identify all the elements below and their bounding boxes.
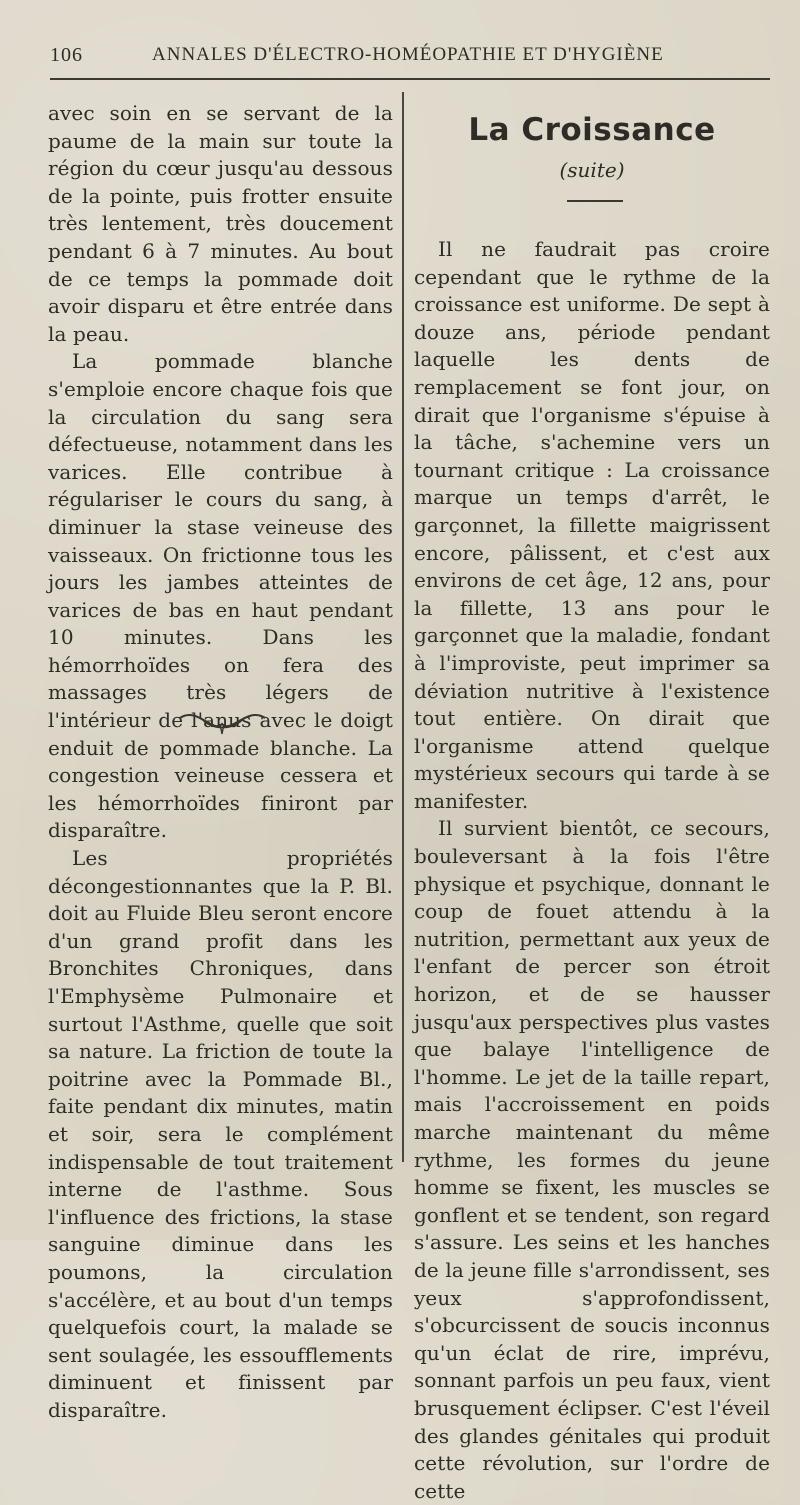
left-paragraph-1: avec soin en se servant de la paume de la main sur toute la région du cœur jusqu'au dessous de la pointe, puis frotter ensuite très lentement, très doucement pendant 6 à 7 minutes. Au bout de ce temps la pommade doit avoir disparu et être entrée dans la peau.: [48, 101, 393, 346]
article-title: La Croissance: [468, 112, 716, 148]
right-paragraph-1: Il ne faudrait pas croire cependant que le rythme de la croissance est uniforme. De sept à douze ans, période pendant laquelle les dents de remplacement se font jour, on dirait que l'organisme s'épuise à la tâche, s'achemine vers un tournant critique : La croissance marque un temps d'arrêt, le garçonnet, la fillette maigrissent encore, pâlissent, et c'est aux environs de cet âge, 12 ans, pour la fillette, 13 ans pour le garçonnet que la maladie, fondant à l'improviste, peut imprimer sa déviation nutritive à l'existence tout entière. On dirait que l'organisme attend quelque mystérieux secours qui tarde à se manifester.: [414, 237, 770, 813]
left-column: [48, 100, 393, 1425]
title-rule: [567, 200, 623, 202]
header-rule: [50, 78, 770, 80]
column-divider: [402, 92, 404, 1162]
right-column: [414, 236, 770, 1505]
left-paragraph-3: Les propriétés décongestionnantes que la P. Bl. doit au Fluide Bleu seront encore d'un grand profit dans les Bronchites Chroniques, dans l'Emphysème Pulmonaire et surtout l'Asthme, quelle que soit sa nature. La friction de toute la poitrine avec la Pommade Bl., faite pendant dix minutes, matin et soir, sera le complément indispensable de tout traitement interne de l'asthme. Sous l'influence des frictions, la stase sanguine diminue dans les poumons, la circulation s'accélère, et au bout d'un temps quelquefois court, la malade se sent soulagée, les essoufflements diminuent et finissent par disparaître.: [48, 846, 393, 1422]
left-paragraph-2: La pommade blanche s'emploie encore chaque fois que la circulation du sang sera défectueuse, notamment dans les varices. Elle contribue à régulariser le cours du sang, à diminuer la stase veineuse des vaisseaux. On frictionne tous les jours les jambes atteintes de varices de bas en haut pendant 10 minutes. Dans les hémorrhoïdes on fera des massages très légers de l'intérieur de l'anus avec le doigt enduit de pommade blanche. La congestion veineuse cessera et les hémorrhoïdes finiront par disparaître.: [48, 349, 393, 843]
page-number: 106: [50, 43, 83, 66]
running-title: ANNALES D'ÉLECTRO-HOMÉOPATHIE ET D'HYGIÈNE: [152, 44, 664, 65]
ornament-icon: [175, 700, 270, 742]
article-subtitle: (suite): [559, 158, 625, 182]
page-header: [50, 40, 740, 70]
right-paragraph-2: Il survient bientôt, ce secours, bouleversant à la fois l'être physique et psychique, donnant le coup de fouet attendu à la nutrition, permettant aux yeux de l'enfant de percer son étroit horizon, et de se hausser jusqu'aux perspectives plus vastes que balaye l'intelligence de l'homme. Le jet de la taille repart, mais l'accroissement en poids marche maintenant du même rythme, les formes du jeune homme se fixent, les muscles se gonflent et se tendent, son regard s'assure. Les seins et les hanches de la jeune fille s'arrondissent, ses yeux s'approfondissent, s'obcurcissent de soucis inconnus qu'un éclat de rire, imprévu, sonnant parfois un peu faux, vient brusquement éclipser. C'est l'éveil des glandes génitales qui produit cette révolution, sur l'ordre de cette: [414, 816, 770, 1503]
